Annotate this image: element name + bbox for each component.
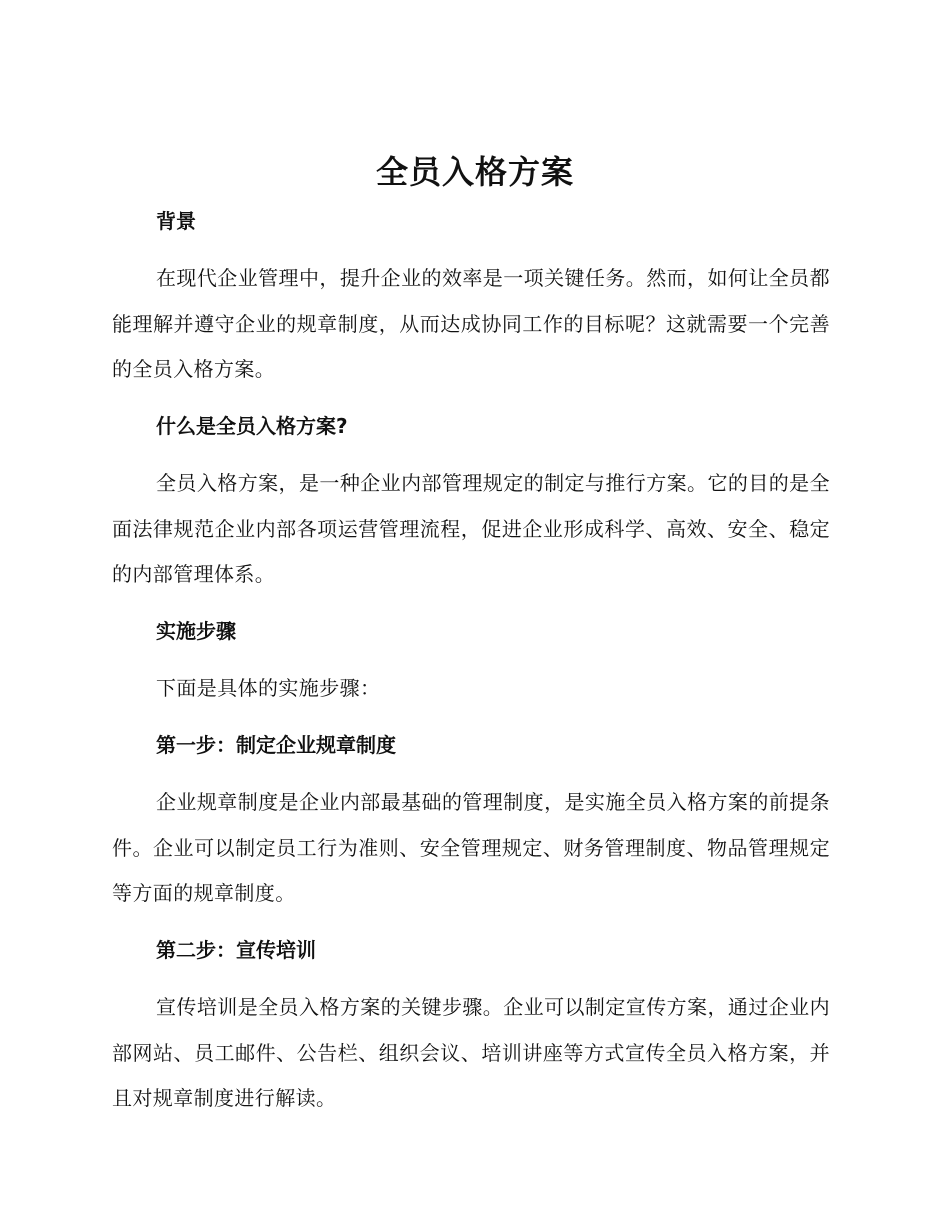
paragraph-step1: 企业规章制度是企业内部最基础的管理制度，是实施全员入格方案的前提条件。企业可以制定员工行为准则、安全管理规定、财务管理制度、物品管理规定等方面的规章制度。 <box>112 790 830 905</box>
section-heading-background: 背景 <box>156 209 196 233</box>
paragraph-what: 全员入格方案，是一种企业内部管理规定的制定与推行方案。它的目的是全面法律规范企业内部各项运营管理流程，促进企业形成科学、高效、安全、稳定的内部管理体系。 <box>112 471 830 586</box>
document-title: 全员入格方案 <box>375 153 574 191</box>
paragraph-steps-intro: 下面是具体的实施步骤： <box>156 676 381 700</box>
section-heading-what: 什么是全员入格方案? <box>156 414 348 438</box>
section-heading-step1: 第一步：制定企业规章制度 <box>156 733 396 757</box>
section-heading-step2: 第二步：宣传培训 <box>156 938 316 962</box>
section-heading-steps: 实施步骤 <box>156 619 236 643</box>
paragraph-step2: 宣传培训是全员入格方案的关键步骤。企业可以制定宣传方案，通过企业内部网站、员工邮件、公告栏、组织会议、培训讲座等方式宣传全员入格方案，并且对规章制度进行解读。 <box>112 995 830 1110</box>
paragraph-background: 在现代企业管理中，提升企业的效率是一项关键任务。然而，如何让全员都能理解并遵守企业的规章制度，从而达成协同工作的目标呢？这就需要一个完善的全员入格方案。 <box>112 266 830 381</box>
